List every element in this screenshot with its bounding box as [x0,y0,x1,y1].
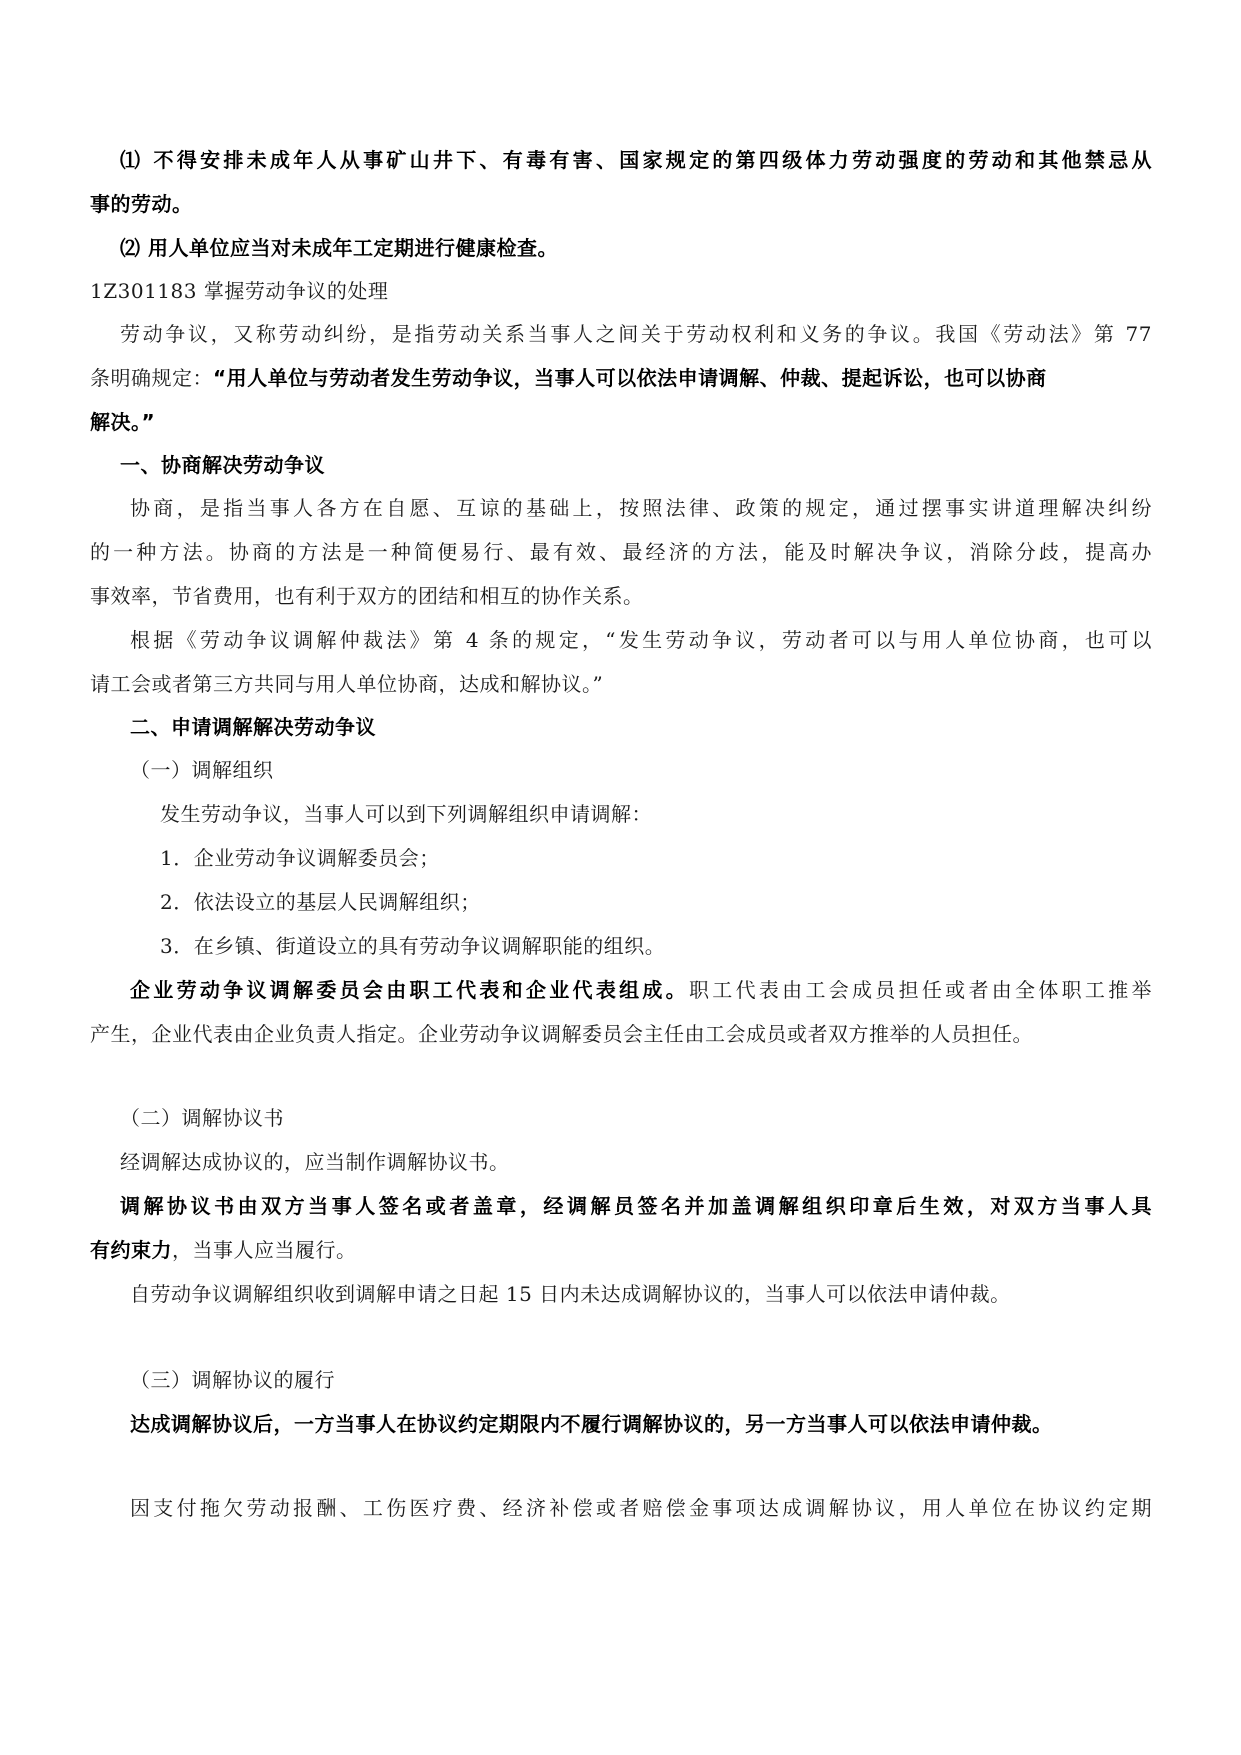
section-code-heading: 1Z301183 掌握劳动争议的处理 [90,279,389,303]
negotiation-line2: 的一种方法。协商的方法是一种简便易行、最有效、最经济的方法，能及时解决争议，消除分歧，提高办 [90,540,1152,564]
agreement-line2-bold: 有约束力 [90,1238,172,1262]
section-heading-1: 一、协商解决劳动争议 [120,453,325,477]
law-quote-line2: 请工会或者第三方共同与用人单位协商，达成和解协议。” [90,672,604,696]
law-quote-line1: 根据《劳动争议调解仲裁法》第 4 条的规定，“发生劳动争议，劳动者可以与用人单位协商，也可以 [130,628,1152,652]
intro-line1: 劳动争议，又称劳动纠纷，是指劳动关系当事人之间关于劳动权利和义务的争议。我国《劳动法》第 77 [120,322,1152,346]
intro-line2-bold: “用人单位与劳动者发生劳动争议，当事人可以依法申请调解、仲裁、提起诉讼，也可以协商 [213,366,1047,390]
agreement-line2-normal: ，当事人应当履行。 [172,1238,357,1262]
paragraph-minor-labor-line1: ⑴ 不得安排未成年人从事矿山井下、有毒有害、国家规定的第四级体力劳动强度的劳动和其他禁忌从 [120,148,1152,172]
intro-line2-normal: 条明确规定： [90,366,213,390]
agreement-line2 [90,1236,357,1264]
performance-paragraph: 达成调解协议后，一方当事人在协议约定期限内不履行调解协议的，另一方当事人可以依法申请仲裁。 [130,1412,1053,1436]
last-paragraph-line: 因支付拖欠劳动报酬、工伤医疗费、经济补偿或者赔偿金事项达成调解协议，用人单位在协议约定期 [130,1496,1152,1520]
committee-line1 [130,976,1152,1004]
org-list-item: 3．在乡镇、街道设立的具有劳动争议调解职能的组织。 [160,934,666,958]
paragraph-minor-labor-line2: 事的劳动。 [90,192,193,216]
section-heading-2: 二、申请调解解决劳动争议 [130,715,376,739]
agreement-line1: 调解协议书由双方当事人签名或者盖章，经调解员签名并加盖调解组织印章后生效，对双方当事人具 [120,1194,1152,1218]
negotiation-line1: 协商，是指当事人各方在自愿、互谅的基础上，按照法律、政策的规定，通过摆事实讲道理解决纠纷 [130,496,1152,520]
subheading-mediation-org: （一）调解组织 [130,758,274,782]
intro-line2 [90,364,1047,392]
committee-line1-normal: 职工代表由工会成员担任或者由全体职工推举 [688,978,1153,1002]
subheading-performance: （三）调解协议的履行 [130,1368,335,1392]
mediation-intro: 发生劳动争议，当事人可以到下列调解组织申请调解： [160,802,652,826]
org-list-item: 2．依法设立的基层人民调解组织； [160,890,481,914]
deadline-paragraph: 自劳动争议调解组织收到调解申请之日起 15 日内未达成调解协议的，当事人可以依法申请仲裁。 [130,1282,1011,1306]
committee-line1-bold: 企业劳动争议调解委员会由职工代表和企业代表组成。 [130,978,689,1002]
paragraph-health-check: ⑵ 用人单位应当对未成年工定期进行健康检查。 [120,236,558,260]
intro-line3: 解决。” [90,410,156,434]
subheading-agreement: （二）调解协议书 [120,1106,284,1130]
committee-line2: 产生，企业代表由企业负责人指定。企业劳动争议调解委员会主任由工会成员或者双方推举的人员担任。 [90,1022,1033,1046]
org-list-item: 1．企业劳动争议调解委员会； [160,846,440,870]
negotiation-line3: 事效率，节省费用，也有利于双方的团结和相互的协作关系。 [90,584,644,608]
agreement-intro: 经调解达成协议的，应当制作调解协议书。 [120,1150,510,1174]
